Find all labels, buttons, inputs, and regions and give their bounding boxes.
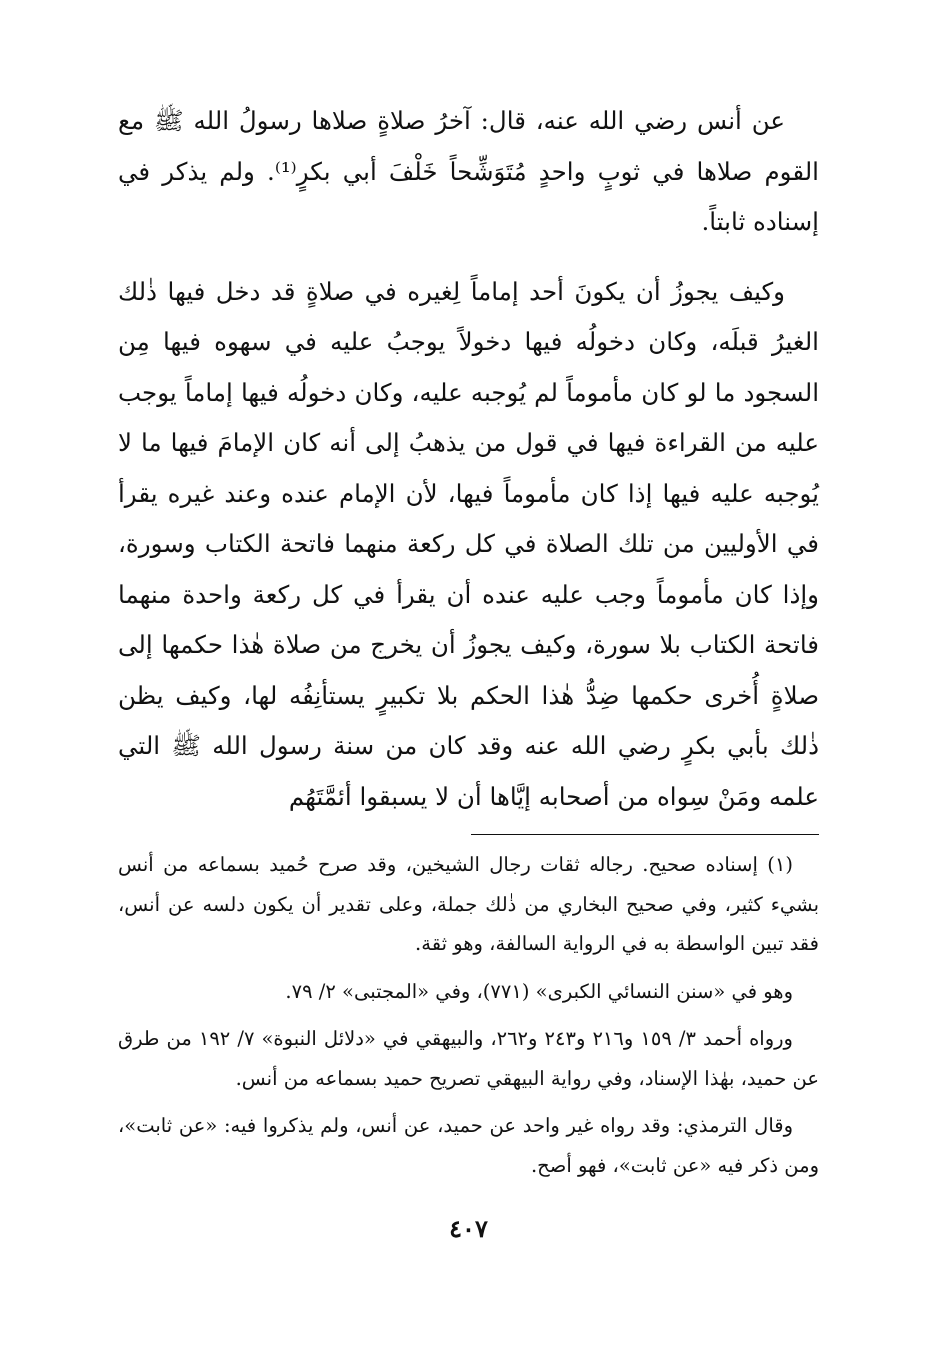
footnote-source-nasai: وهو في «سنن النسائي الكبرى» (٧٧١)، وفي «المجتبى» ٢/ ٧٩. — [285, 979, 793, 1003]
footnote-tirmidhi: وقال الترمذي: وقد رواه غير واحد عن حميد، عن أنس، ولم يذكروا فيه: «عن ثابت»، ومن ذكر فيه «عن ثابت»، فهو أصح. — [118, 1114, 819, 1177]
footnote-separator — [471, 834, 819, 835]
footnote-1: (١) إسناده صحيح. رجاله ثقات رجال الشيخين، وقد صرح حُميد بسماعه من أنس بشيء كثير، وفي صحيح البخاري من ذٰلك جملة، وعلى تقدير أن يكون دلسه عن أنس، فقد تبين الواسطة به في الرواية السالفة، وهو ثقة. — [118, 853, 819, 955]
footnotes — [118, 845, 819, 1185]
footnote-separator-wrap — [118, 834, 819, 835]
paragraph-2: وكيف يجوزُ أن يكونَ أحد إماماً لِغيره في صلاةٍ قد دخل فيها ذٰلك الغيرُ قبلَه، وكان دخولُه فيها دخولاً يوجبُ عليه في سهوه فيها مِن السجود ما لو كان مأموماً لم يُوجبه عليه، وكان دخولُه فيها إماماً يوجب عليه من القراءة فيها في قول من يذهبُ إلى أنه كان الإمامَ فيها ما لا يُوجبه عليه فيها إذا كان مأموماً فيها، لأن الإمام عنده وعند غيره يقرأ في الأوليين من تلك الصلاة في كل ركعة منهما فاتحة الكتاب وسورة، وإذا كان مأموماً وجب عليه عنده أن يقرأ في كل ركعة واحدة منهما فاتحة الكتاب بلا سورة، وكيف يجوزُ أن يخرج من صلاة هٰذا حكمها إلى صلاةٍ أُخرى حكمها ضِدُّ هٰذا الحكم بلا تكبيرٍ يستأنِفُه لها، وكيف يظن ذٰلك بأبي بكرٍ رضي الله عنه وقد كان من سنة رسول الله ﷺ التي علمه ومَنْ سِواه من أصحابه إيَّاها أن لا يسبقوا أئمَّتَهُم — [118, 276, 819, 811]
footnote-source-ahmad: ورواه أحمد ٣/ ١٥٩ و٢١٦ و٢٤٣ و٢٦٢، والبيهقي في «دلائل النبوة» ٧/ ١٩٢ من طرق عن حميد، بهٰذا الإسناد، وفي رواية البيهقي تصريح حميد بسماعه من أنس. — [118, 1027, 819, 1090]
page-number: ٤٠٧ — [449, 1214, 488, 1243]
main-text — [118, 96, 819, 822]
paragraph-1: عن أنس رضي الله عنه، قال: آخرُ صلاةٍ صلاها رسولُ الله ﷺ مع القوم صلاها في ثوبٍ واحدٍ مُتَوَشِّحاً خَلْفَ أبي بكرٍ⁽¹⁾. ولم يذكر في إسناده ثابتاً. — [118, 106, 819, 236]
